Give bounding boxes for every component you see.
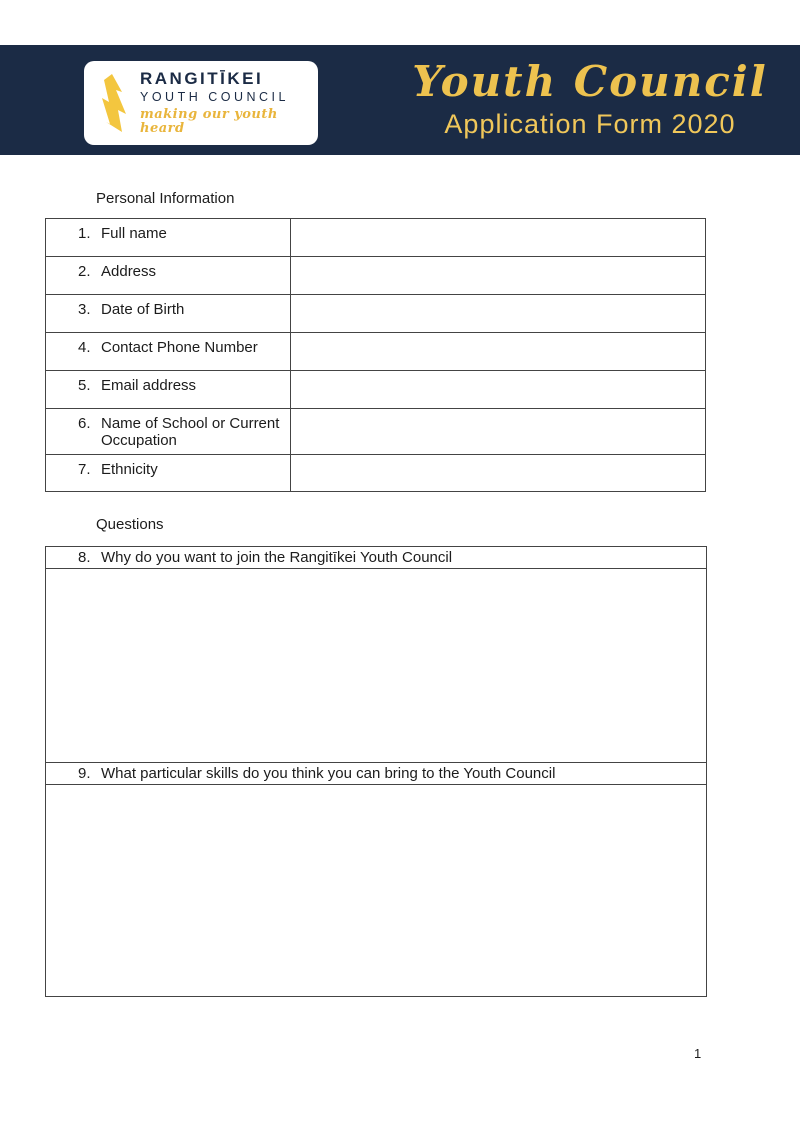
- question-8-answer-area[interactable]: [46, 569, 706, 763]
- row-label: [46, 371, 291, 408]
- personal-info-table: [45, 218, 706, 492]
- table-row-address: [46, 257, 705, 295]
- row-label: [46, 219, 291, 256]
- row-label-text: Full name: [101, 225, 167, 242]
- row-label: [46, 257, 291, 294]
- page-number: 1: [694, 1046, 702, 1061]
- logo-text-block: [140, 69, 308, 138]
- table-row-date-of-birth: [46, 295, 705, 333]
- row-label: [46, 455, 291, 491]
- table-row-ethnicity: [46, 455, 705, 491]
- row-number: 1.: [78, 225, 91, 242]
- table-row-email: [46, 371, 705, 409]
- table-row-school-occupation: [46, 409, 705, 455]
- row-number: 2.: [78, 263, 91, 280]
- question-text: What particular skills do you think you can bring to the Youth Council: [101, 765, 556, 782]
- logo-card: [84, 61, 318, 145]
- question-9-answer-area[interactable]: [46, 785, 706, 996]
- row-label: [46, 333, 291, 370]
- personal-information-heading: Personal Information: [96, 190, 235, 207]
- row-label: [46, 295, 291, 332]
- banner-title-block: [400, 45, 780, 155]
- row-label-text: Email address: [101, 377, 197, 394]
- school-occupation-input-cell[interactable]: [291, 409, 705, 454]
- row-label-text: Contact Phone Number: [101, 339, 258, 356]
- date-of-birth-input-cell[interactable]: [291, 295, 705, 332]
- table-row-contact-phone: [46, 333, 705, 371]
- question-9-label-row: [46, 763, 706, 785]
- question-8-label-row: [46, 547, 706, 569]
- row-label: [46, 409, 291, 454]
- address-input-cell[interactable]: [291, 257, 705, 294]
- banner-script-title: Youth Council: [412, 56, 768, 106]
- row-label-text: Address: [101, 263, 157, 280]
- logo-subtitle: YOUTH COUNCIL: [140, 90, 289, 105]
- banner-subtitle: Application Form 2020: [444, 108, 736, 139]
- row-label-text: Ethnicity: [101, 461, 158, 478]
- row-number: 7.: [78, 461, 91, 478]
- question-number: 9.: [78, 765, 91, 782]
- table-row-full-name: [46, 219, 705, 257]
- row-number: 4.: [78, 339, 91, 356]
- email-input-cell[interactable]: [291, 371, 705, 408]
- question-text: Why do you want to join the Rangitīkei Youth Council: [101, 549, 453, 566]
- logo-tagline: making our youth heard: [140, 106, 278, 137]
- ethnicity-input-cell[interactable]: [291, 455, 705, 491]
- logo-koru-icon: [96, 72, 132, 134]
- questions-heading: Questions: [96, 516, 164, 533]
- row-number: 3.: [78, 301, 91, 318]
- row-label-text: Date of Birth: [101, 301, 185, 318]
- header-banner: [0, 45, 800, 155]
- full-name-input-cell[interactable]: [291, 219, 705, 256]
- question-number: 8.: [78, 549, 91, 566]
- row-number: 6.: [78, 415, 91, 432]
- row-number: 5.: [78, 377, 91, 394]
- contact-phone-input-cell[interactable]: [291, 333, 705, 370]
- row-label-text: Name of School or Current Occupation: [101, 415, 280, 449]
- questions-table: [45, 546, 707, 997]
- logo-title: RANGITĪKEI: [140, 68, 264, 88]
